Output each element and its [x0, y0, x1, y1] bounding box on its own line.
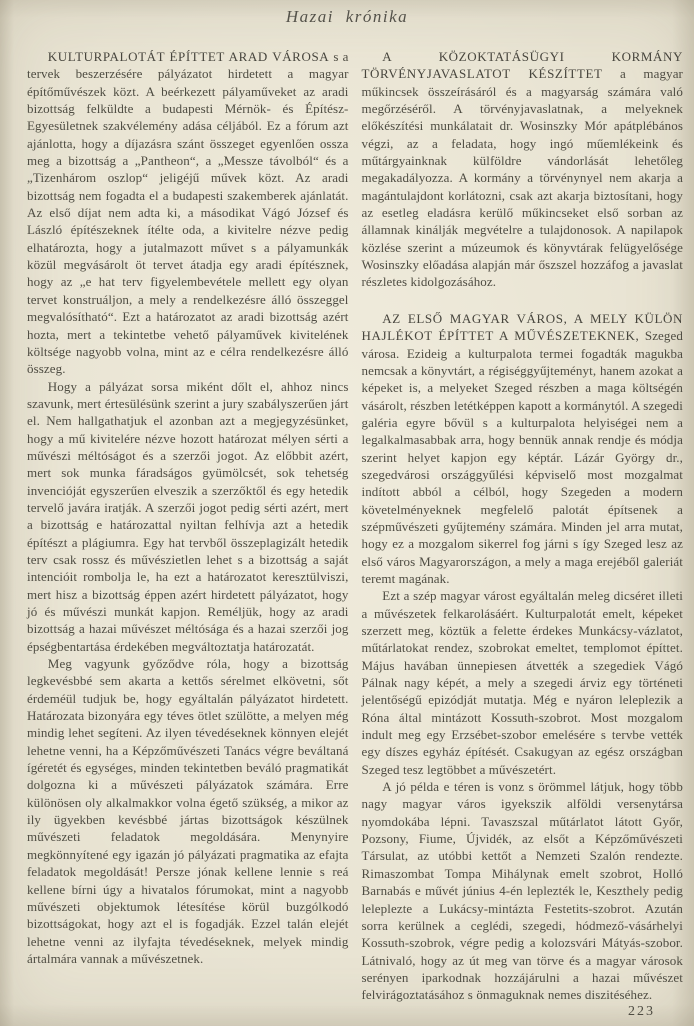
paragraph: A jó példa e téren is vonz s örömmel látjuk, hogy több nagy magyar város igyekszik alföldi versenytársa nyomdokába lépni. Tavaszszal műtárlatot látott Győr, Pozsony, Fiume, Újvidék, az elsőt a Képzőművészeti Társulat, az utóbbi kettőt a Nemzeti Szalón rendezte. Rimaszombat Tompa Mihálynak emelt szobrot, Holló Barnabás e művét június 4-én leplezték le, Keszthely pedig leleplezte a Lukácsy-mintázta Festetits-szobrot. Azután sorra kerülnek a ceglédi, szegedi, hódmező-vásárhelyi Kossuth-szobrok, végre pedig a kolozsvári Mátyás-szobor. Látnivaló, hogy az út meg van törve és a magyar városok serényen iparkodnak hozzájárulni a hazai művészet felvirágoztatásához s önmaguknak nemes diszitéséhez. [361, 779, 683, 1003]
article-lead: A KÖZOKTATÁSÜGYI KORMÁNY TÖRVÉNYJAVASLATOT KÉSZÍTTET [361, 49, 683, 82]
paragraph [362, 48, 684, 291]
text-columns [0, 27, 694, 1004]
right-column [362, 48, 684, 1004]
paragraph [362, 310, 684, 588]
paragraph-text: a magyar műkincsek összeírásáról és a magyarság számára való megőrzéséről. A törvényjavaslatnak, a melyeknek előkészítési munkálatait dr. Wosinszky Mór apátplébános végzi, az a feladata, hogy ingó műemlékeink és műtárgyainknak külföldre vándorlását lehetőleg megakadályozza. A kormány a törvénynyel nem akarja a magántulajdont korlátozni, csak azt akarja biztosítani, hogy az esetleg eladásra kerülő műkincseket első sorban az államnak kinálják megvételre a tulajdonosok. A napilapok közlése szerint a múzeumok és könyvtárak felügyelősége Wosinszky előadása alapján már őszszel hozzáfog a javaslat részletes kidolgozásához. [361, 66, 683, 290]
paragraph-text: s a tervek beszerzésére pályázatot hirdetett a magyar építőművészek közt. A beérkezett pályaműveket az aradi bizottság felküldte a budapesti Mérnök- és Építész-Egyesületnek szakvélemény adása céljából. Ez a fórum azt ajánlotta, hogy a díjazásra szánt összeget egyenlően ossza meg a bizottság a „Pantheon“, a „Messze távolból“ és a „Tizenhárom oszlop“ jeligéjű művek közt. Az aradi bizottság nem fogadta el a budapesti szakemberek ajánlatát. Az első díjat nem adta ki, a másodikat Vágó József és László építészeknek ítélte oda, a kivitelre nézve pedig elhatározta, hogy a jutalmazott művet s a pályamunkák közül megvásárolt öt tervet átadja egy aradi építésznek, hogy az „e hat terv figyelembevétele mellett egy olyan tervet konstruáljon, a mely a rendelkezésre álló összeggel megvalósítható“. Ezt a határozatot az aradi bizottság azért hozta, mert a tekintetbe vehető pályaművek kivitelének költsége nagyobb volna, mint az e célra rendelkezésre álló összeg. [27, 49, 349, 377]
running-head: Hazai krónika [285, 7, 409, 26]
paragraph: Hogy a pályázat sorsa miként dőlt el, ahhoz nincs szavunk, mert értesülésünk szerint a jury szabályszerűen járt el. Nem hallgathatjuk el azonban azt a megjegyzésünket, hogy a mű kivitelére nézve hozott határozat mélyen sérti a művészi méltóságot és a szerzői jogot. Az előbbit azért, mert sok munka fáradságos gyümölcsét, sok tehetség invencióját egyszerűen elveszik a szerzőktől és egy hetedik tervelő javára iratják. A szerzői jogot pedig sérti azért, mert a bizottság e határozattal nyiltan felhívja azt a hetedik építészt a plágiumra. Egy hat tervből összeplagizált hetedik terv csak rossz és művészietlen lehet s a bizottság a saját intencióit rombolja le, ha ezt a határozatot keresztülviszi, mert hisz a bizottság éppen azért hirdetett pályázatot, hogy jó és művészi munkát kapjon. Reméljük, hogy az aradi bizottság a hazai művészet méltósága és a hazai szerzői jog épségbentartása érdekében megváltoztatja határozatát. [27, 378, 349, 654]
article-arad-kulturpalota [27, 48, 349, 967]
left-column [27, 48, 349, 1004]
paragraph: Meg vagyunk győződve róla, hogy a bizottság legkevésbbé sem akarta a kettős sérelmet elkövetni, sőt érdeméül tudjuk be, hogy egyáltalán pályázatot hirdetett. Határozata bizonyára egy téves ötlet szülötte, a melyen még mindig lehet segíteni. Az ilyen tévedéseknek könnyen elejét lehetne venni, ha a Képzőművészeti Tanács végre beváltaná ígéretét és egységes, minden tekintetben beváló pragmatikát dolgozna ki a művészeti pályázatok számára. Erre különösen oly alkalmakkor volna égető szükség, a mikor az ily ügyekben kevésbbé jártas bizottságok készülnek művészeti feladatok megoldására. Menynyire megkönnyítené egy igazán jó pályázati pragmatika az efajta feladatok megoldását! Persze jónak kellene lennie s reá kellene bírni úgy a hivatalos fórumokat, mint a nagyobb művészeti objektumok létesítése körül buzgólkodó bizottságokat, hogy azt el is fogadják. Ezzel talán elejét lehetne venni az ilyfajta tévedéseknek, melyek mindig ártalmára vannak a művészetnek. [27, 656, 349, 966]
paragraph [27, 48, 349, 378]
article-lead: KULTURPALOTÁT ÉPÍTTET ARAD VÁROSA [47, 49, 330, 64]
page-number: 223 [628, 1004, 655, 1019]
article-szeged-muveszetek [362, 310, 684, 1004]
paragraph: Ezt a szép magyar várost egyáltalán meleg dicséret illeti a művészetek felkarolásáért. Kulturpalotát emelt, képeket szerzett meg, köztük a felette érdekes Munkácsy-vázlatot, műtárlatokat rendez, szobrokat emeltet, templomot építtet. Május havában ünnepiesen átvették a szegediek Vágó Pálnak nagy képét, a mely a szegedi árviz egy történeti jelentőségű epizódját mutatja. Még e nyáron leleplezik a Róna által mintázott Kossuth-szobrot. Most mozgalom indult meg egy Erzsébet-szobor emelésére s tervbe vették egy díszes egyház építését. Csakugyan az egész országban Szeged tesz legtöbbet a művészetért. [361, 588, 683, 777]
article-lead: AZ ELSŐ MAGYAR VÁROS, A MELY KÜLÖN HAJLÉKOT ÉPÍTTET A MŰVÉSZETEKNEK, [361, 310, 683, 344]
article-torvenyjavaslat [362, 48, 684, 291]
paragraph-text: Szeged városa. Ezideig a kulturpalota termei fogadták magukba nemcsak a könyvtárt, a régiséggyűjteményt, hanem azokat a képeket is, a melyeket Szeged részben a maga költségén vásárolt, részben letétképpen kapott a kormánytól. A szegedi galéria egyre bővül s a kulturpalota helyiségei nem a legalkalmasabbak arra, hogy bennük annak rendje és módja szerint helyet kapjon egy képtár. Lázár György dr., szegedvárosi országgyűlési képviselő most mozgalmat indított abból a célból, hogy Szegeden a modern követelményeknek megfelelő palotát építsenek a szépművészeti gyűjtemény számára. Minden jel arra mutat, hogy ez a mozgalom sikerrel fog járni s így Szeged lesz az első város Magyarországon, a mely a maga erejéből galeriát teremt magának. [361, 328, 683, 586]
